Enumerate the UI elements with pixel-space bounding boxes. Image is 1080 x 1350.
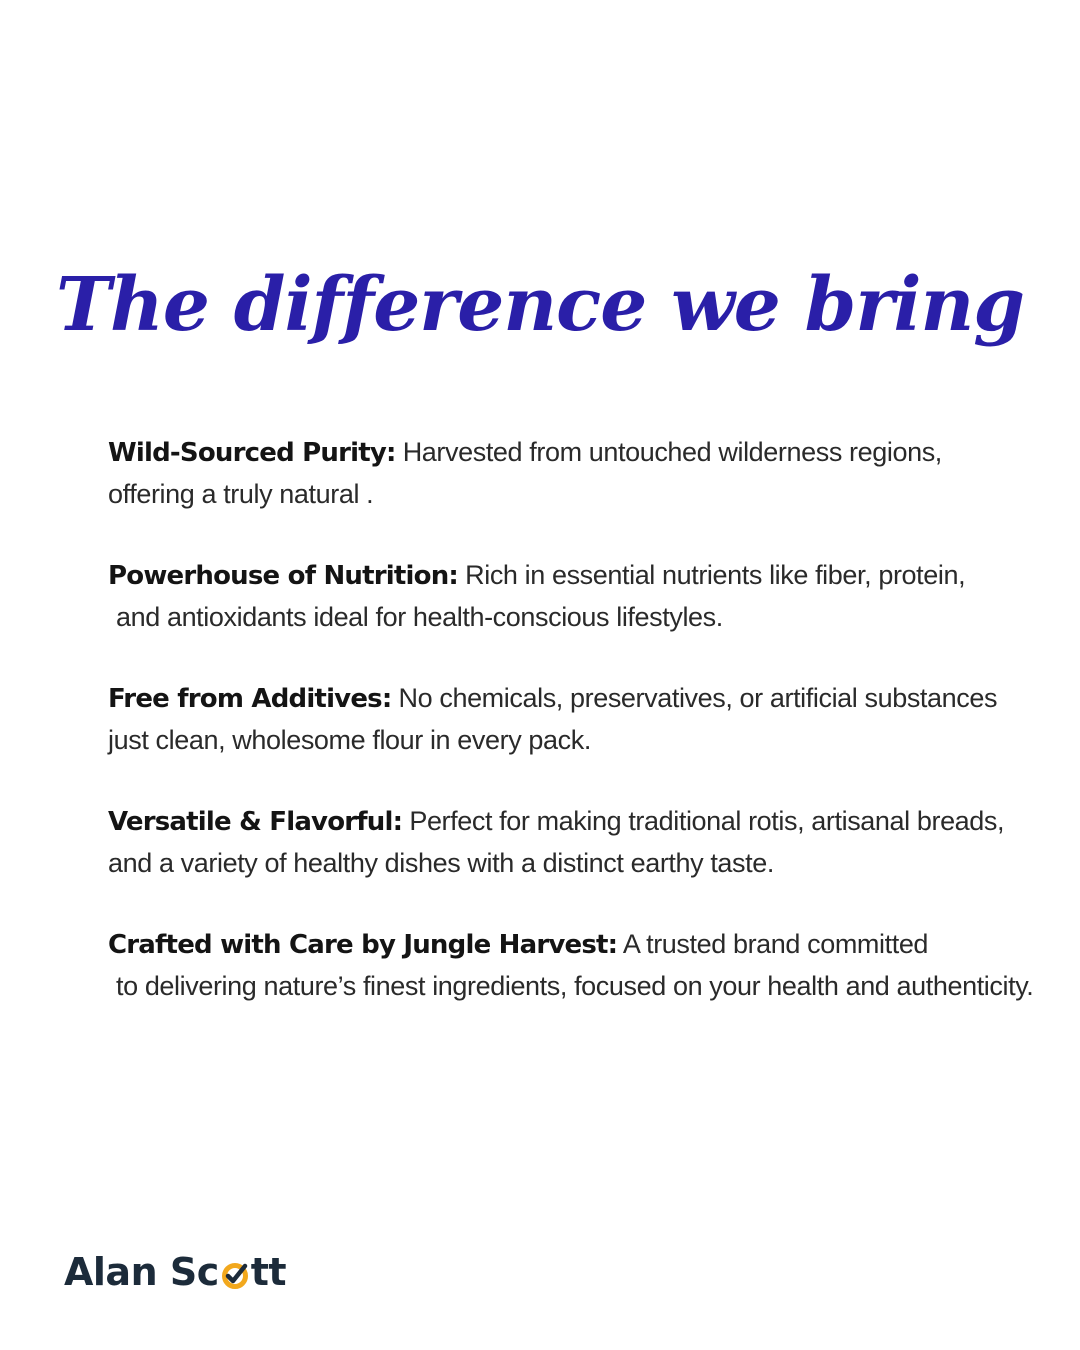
brand-logo <box>64 1246 286 1298</box>
feature-line-1 <box>108 432 1048 474</box>
feature-line-1 <box>108 678 1048 720</box>
feature-text: Perfect for making traditional rotis, artisanal breads, <box>402 806 1005 836</box>
brand-name-part2: tt <box>250 1250 287 1294</box>
checkmark-o-logo-icon <box>220 1253 250 1291</box>
feature-label: Wild-Sourced Purity: <box>108 438 396 468</box>
feature-list <box>108 432 1048 1047</box>
feature-line-2: and a variety of healthy dishes with a distinct earthy taste. <box>108 848 774 878</box>
feature-item <box>108 678 1048 761</box>
feature-label: Free from Additives: <box>108 684 392 714</box>
page-title: The difference we bring <box>55 262 1024 348</box>
feature-item <box>108 801 1048 884</box>
feature-line-2: and antioxidants ideal for health-conscious lifestyles. <box>116 602 723 632</box>
feature-text: No chemicals, preservatives, or artificial substances <box>391 683 998 713</box>
feature-label: Crafted with Care by Jungle Harvest: <box>108 930 618 960</box>
brand-name-part1: Alan Sc <box>64 1250 219 1294</box>
feature-line-1 <box>108 801 1048 843</box>
feature-label: Powerhouse of Nutrition: <box>108 561 459 591</box>
feature-line-1 <box>108 555 1048 597</box>
feature-item <box>108 555 1048 638</box>
feature-line-2: to delivering nature’s finest ingredients, focused on your health and authenticity. <box>116 971 1034 1001</box>
feature-text: Rich in essential nutrients like fiber, protein, <box>458 560 966 590</box>
feature-label: Versatile & Flavorful: <box>108 807 403 837</box>
feature-text: A trusted brand committed <box>617 929 929 959</box>
feature-item <box>108 924 1048 1007</box>
feature-line-2: just clean, wholesome flour in every pack. <box>108 725 591 755</box>
feature-text: Harvested from untouched wilderness regions, <box>395 437 942 467</box>
feature-line-1 <box>108 924 1048 966</box>
feature-line-2: offering a truly natural . <box>108 479 374 509</box>
feature-item <box>108 432 1048 515</box>
